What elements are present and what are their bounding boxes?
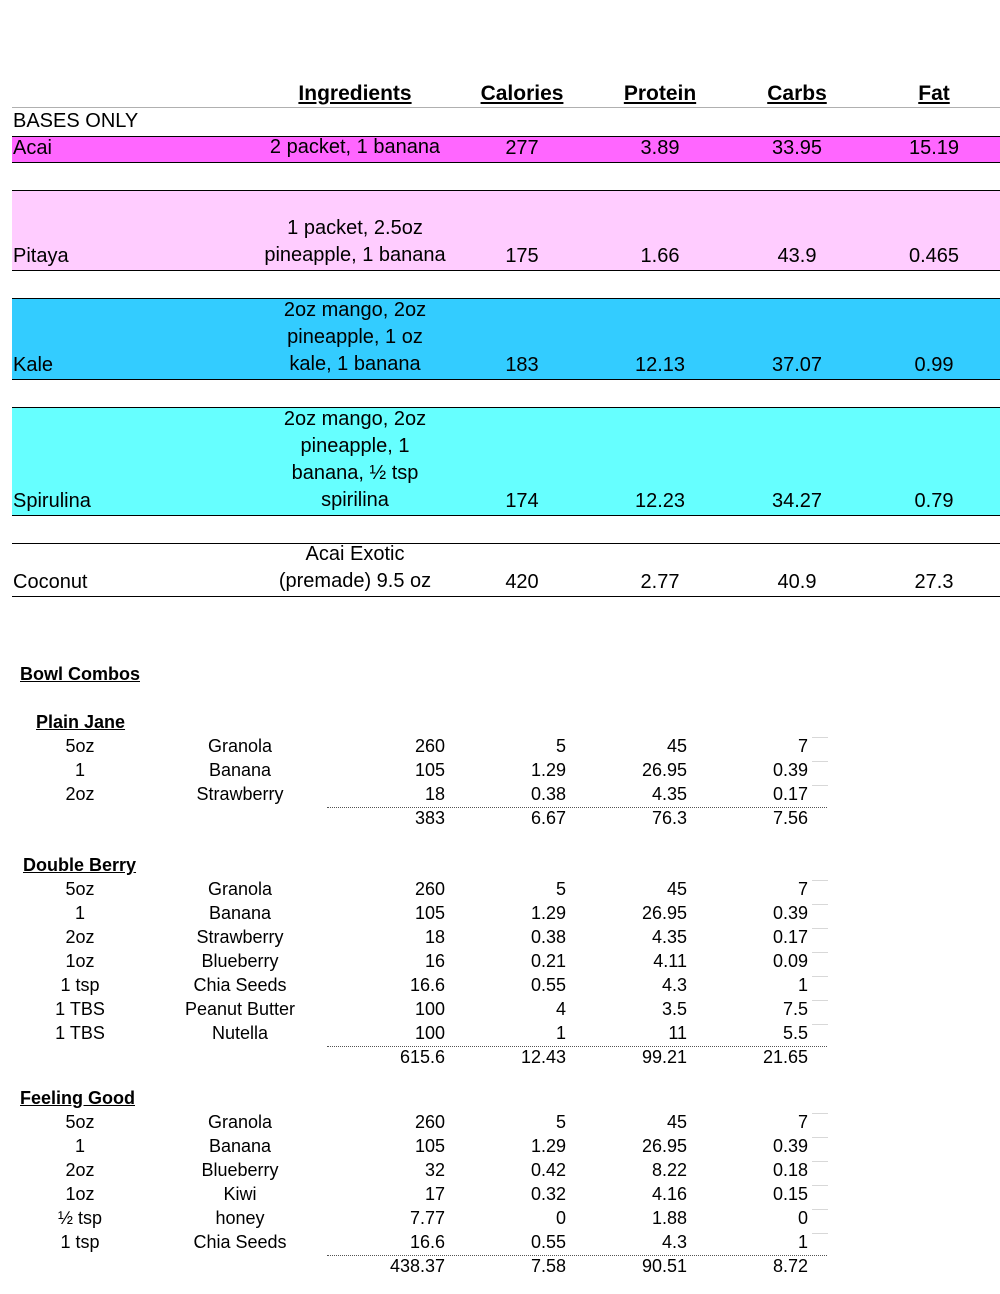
combo-fat: 0.17 bbox=[772, 784, 808, 804]
combo-qty: 2oz bbox=[65, 1160, 95, 1180]
combo-cal: 260 bbox=[414, 736, 445, 756]
combo-qty: 5oz bbox=[65, 879, 95, 899]
combo-carb: 1.88 bbox=[651, 1208, 687, 1228]
combo-item: Strawberry bbox=[196, 784, 284, 804]
ingredient-line: pineapple, 1 oz bbox=[287, 326, 423, 348]
combo-cal: 105 bbox=[414, 1136, 445, 1156]
combo-fat: 0.09 bbox=[772, 951, 808, 971]
base-calories: 183 bbox=[505, 354, 539, 376]
combo-item: Banana bbox=[208, 903, 272, 923]
base-protein: 1.66 bbox=[640, 245, 680, 267]
combo-fat: 7.5 bbox=[782, 999, 808, 1019]
combo-qty: 2oz bbox=[65, 784, 95, 804]
combo-fat: 1 bbox=[797, 975, 808, 995]
combo-item: Chia Seeds bbox=[193, 1232, 287, 1252]
combo-total-pro: 12.43 bbox=[520, 1047, 566, 1067]
combo-qty: 2oz bbox=[65, 927, 95, 947]
combo-qty: 1 tsp bbox=[60, 1232, 100, 1252]
ingredient-line: 2oz mango, 2oz bbox=[283, 299, 427, 321]
base-fat: 0.99 bbox=[914, 354, 954, 376]
base-ingredients bbox=[250, 215, 460, 269]
base-calories: 174 bbox=[505, 490, 539, 512]
combo-fat: 0.15 bbox=[772, 1184, 808, 1204]
combo-qty: 5oz bbox=[65, 1112, 95, 1132]
grid-line bbox=[812, 1185, 828, 1186]
combo-carb: 3.5 bbox=[661, 999, 687, 1019]
combo-carb: 4.11 bbox=[653, 951, 687, 971]
combo-item: Chia Seeds bbox=[193, 975, 287, 995]
grid-line bbox=[812, 761, 828, 762]
combo-fat: 1 bbox=[797, 1232, 808, 1252]
combo-carb: 45 bbox=[666, 1112, 687, 1132]
combo-qty: 1oz bbox=[65, 951, 95, 971]
base-protein: 2.77 bbox=[640, 571, 680, 593]
combo-qty: 1oz bbox=[65, 1184, 95, 1204]
combo-total-carb: 99.21 bbox=[641, 1047, 687, 1067]
grid-line bbox=[812, 737, 828, 738]
combo-cal: 32 bbox=[424, 1160, 445, 1180]
combo-cal: 100 bbox=[414, 1023, 445, 1043]
combo-fat: 0 bbox=[797, 1208, 808, 1228]
grid-line bbox=[812, 785, 828, 786]
base-carbs: 33.95 bbox=[771, 137, 823, 159]
combo-cal: 16.6 bbox=[409, 1232, 445, 1252]
combo-cal: 16.6 bbox=[409, 975, 445, 995]
combo-pro: 1.29 bbox=[530, 760, 566, 780]
combo-pro: 0.42 bbox=[530, 1160, 566, 1180]
combo-fat: 7 bbox=[797, 1112, 808, 1132]
combo-carb: 4.35 bbox=[651, 784, 687, 804]
combo-item: Granola bbox=[207, 1112, 273, 1132]
base-carbs: 43.9 bbox=[777, 245, 817, 267]
base-name: Coconut bbox=[13, 571, 88, 593]
combo-total-carb: 90.51 bbox=[641, 1256, 687, 1276]
combo-item: Banana bbox=[208, 760, 272, 780]
combo-pro: 5 bbox=[555, 879, 566, 899]
combo-item: Blueberry bbox=[201, 951, 279, 971]
combo-total-carb: 76.3 bbox=[651, 808, 687, 828]
ingredient-line: banana, ½ tsp bbox=[291, 462, 419, 484]
ingredient-line: spirilina bbox=[321, 489, 389, 511]
combo-carb: 8.22 bbox=[651, 1160, 687, 1180]
combo-cal: 18 bbox=[424, 784, 445, 804]
base-name: Spirulina bbox=[13, 490, 91, 512]
combo-item: Banana bbox=[208, 1136, 272, 1156]
combo-carb: 45 bbox=[666, 879, 687, 899]
combo-item: Nutella bbox=[211, 1023, 269, 1043]
combo-carb: 4.3 bbox=[661, 975, 687, 995]
base-calories: 277 bbox=[505, 137, 539, 159]
combo-item: Peanut Butter bbox=[184, 999, 296, 1019]
combo-cal: 7.77 bbox=[409, 1208, 445, 1228]
combo-total-pro: 6.67 bbox=[530, 808, 566, 828]
combo-pro: 5 bbox=[555, 736, 566, 756]
base-protein: 12.23 bbox=[634, 490, 686, 512]
combo-pro: 0.55 bbox=[530, 975, 566, 995]
combo-carb: 26.95 bbox=[641, 760, 687, 780]
ingredient-line: (premade) 9.5 oz bbox=[278, 570, 432, 592]
grid-line bbox=[812, 1024, 828, 1025]
base-ingredients bbox=[250, 541, 460, 595]
combo-pro: 0.55 bbox=[530, 1232, 566, 1252]
combo-fat: 0.39 bbox=[772, 1136, 808, 1156]
base-fat: 0.465 bbox=[908, 245, 960, 267]
base-protein: 3.89 bbox=[640, 137, 680, 159]
combo-item: Granola bbox=[207, 879, 273, 899]
base-name: Acai bbox=[13, 137, 52, 159]
ingredient-line: pineapple, 1 bbox=[300, 435, 410, 457]
header-ingredients: Ingredients bbox=[298, 82, 412, 105]
ingredient-line: kale, 1 banana bbox=[289, 353, 421, 375]
combo-pro: 0 bbox=[555, 1208, 566, 1228]
combo-total-pro: 7.58 bbox=[530, 1256, 566, 1276]
combo-fat: 0.18 bbox=[772, 1160, 808, 1180]
combo-fat: 7 bbox=[797, 879, 808, 899]
combo-pro: 0.38 bbox=[530, 927, 566, 947]
combo-cal: 260 bbox=[414, 879, 445, 899]
combo-item: Granola bbox=[207, 736, 273, 756]
combo-carb: 4.35 bbox=[651, 927, 687, 947]
grid-line bbox=[812, 976, 828, 977]
combo-total-cal: 615.6 bbox=[399, 1047, 445, 1067]
ingredient-line: Acai Exotic bbox=[305, 543, 405, 565]
combo-qty: ½ tsp bbox=[57, 1208, 103, 1228]
combo-qty: 5oz bbox=[65, 736, 95, 756]
combo-title-2: Feeling Good bbox=[20, 1088, 135, 1108]
combo-cal: 18 bbox=[424, 927, 445, 947]
combo-cal: 16 bbox=[424, 951, 445, 971]
combo-cal: 105 bbox=[414, 903, 445, 923]
combo-qty: 1 tsp bbox=[60, 975, 100, 995]
base-calories: 175 bbox=[505, 245, 539, 267]
base-fat: 15.19 bbox=[908, 137, 960, 159]
header-carbs: Carbs bbox=[767, 82, 827, 105]
grid-line bbox=[812, 904, 828, 905]
combo-pro: 1.29 bbox=[530, 1136, 566, 1156]
base-fat: 27.3 bbox=[914, 571, 954, 593]
combo-fat: 5.5 bbox=[782, 1023, 808, 1043]
combo-title-1: Double Berry bbox=[23, 855, 137, 875]
base-name: Pitaya bbox=[13, 245, 69, 267]
combo-pro: 5 bbox=[555, 1112, 566, 1132]
base-fat: 0.79 bbox=[914, 490, 954, 512]
base-name: Kale bbox=[13, 354, 54, 376]
grid-line bbox=[812, 1233, 828, 1234]
ingredient-line: 1 packet, 2.5oz bbox=[287, 217, 423, 239]
grid-line bbox=[812, 1209, 828, 1210]
header-fat: Fat bbox=[918, 82, 950, 105]
grid-line bbox=[812, 952, 828, 953]
combo-carb: 11 bbox=[668, 1023, 687, 1043]
base-ingredients bbox=[250, 406, 460, 514]
header-divider bbox=[12, 107, 1000, 108]
combo-carb: 45 bbox=[666, 736, 687, 756]
base-protein: 12.13 bbox=[634, 354, 686, 376]
grid-line bbox=[812, 1000, 828, 1001]
combo-pro: 1 bbox=[555, 1023, 566, 1043]
header-protein: Protein bbox=[623, 82, 697, 105]
combo-carb: 4.3 bbox=[661, 1232, 687, 1252]
combo-item: Strawberry bbox=[196, 927, 284, 947]
combo-fat: 7 bbox=[797, 736, 808, 756]
base-carbs: 37.07 bbox=[771, 354, 823, 376]
combo-pro: 0.38 bbox=[530, 784, 566, 804]
ingredient-line: pineapple, 1 banana bbox=[264, 244, 446, 266]
combo-item: Blueberry bbox=[201, 1160, 279, 1180]
combo-fat: 0.17 bbox=[772, 927, 808, 947]
combo-qty: 1 TBS bbox=[55, 1023, 105, 1043]
base-ingredients bbox=[250, 297, 460, 378]
combo-cal: 260 bbox=[414, 1112, 445, 1132]
header-calories: Calories bbox=[480, 82, 564, 105]
combo-carb: 4.16 bbox=[651, 1184, 687, 1204]
combo-pro: 1.29 bbox=[530, 903, 566, 923]
grid-line bbox=[812, 880, 828, 881]
combo-qty: 1 bbox=[74, 760, 85, 780]
combo-title-0: Plain Jane bbox=[36, 712, 126, 732]
grid-line bbox=[812, 1137, 828, 1138]
combo-total-fat: 21.65 bbox=[762, 1047, 808, 1067]
ingredient-line: 2 packet, 1 banana bbox=[269, 136, 441, 158]
combo-fat: 0.39 bbox=[772, 903, 808, 923]
combo-cal: 100 bbox=[414, 999, 445, 1019]
section-label-bases: BASES ONLY bbox=[13, 110, 139, 132]
grid-line bbox=[812, 1161, 828, 1162]
base-ingredients bbox=[250, 134, 460, 161]
combo-total-fat: 8.72 bbox=[772, 1256, 808, 1276]
combo-total-fat: 7.56 bbox=[772, 808, 808, 828]
combo-item: honey bbox=[215, 1208, 265, 1228]
combo-item: Kiwi bbox=[223, 1184, 257, 1204]
combo-pro: 0.32 bbox=[530, 1184, 566, 1204]
combo-qty: 1 TBS bbox=[55, 999, 105, 1019]
combo-qty: 1 bbox=[74, 1136, 85, 1156]
combos-title: Bowl Combos bbox=[20, 664, 140, 684]
combo-total-cal: 383 bbox=[414, 808, 445, 828]
combo-pro: 0.21 bbox=[530, 951, 566, 971]
combo-carb: 26.95 bbox=[641, 903, 687, 923]
combo-qty: 1 bbox=[74, 903, 85, 923]
combo-pro: 4 bbox=[555, 999, 566, 1019]
base-calories: 420 bbox=[505, 571, 539, 593]
combo-cal: 105 bbox=[414, 760, 445, 780]
combo-fat: 0.39 bbox=[772, 760, 808, 780]
combo-cal: 17 bbox=[424, 1184, 445, 1204]
base-carbs: 40.9 bbox=[777, 571, 817, 593]
grid-line bbox=[812, 928, 828, 929]
combo-total-cal: 438.37 bbox=[389, 1256, 445, 1276]
grid-line bbox=[812, 1113, 828, 1114]
combo-carb: 26.95 bbox=[641, 1136, 687, 1156]
ingredient-line: 2oz mango, 2oz bbox=[283, 408, 427, 430]
base-carbs: 34.27 bbox=[771, 490, 823, 512]
